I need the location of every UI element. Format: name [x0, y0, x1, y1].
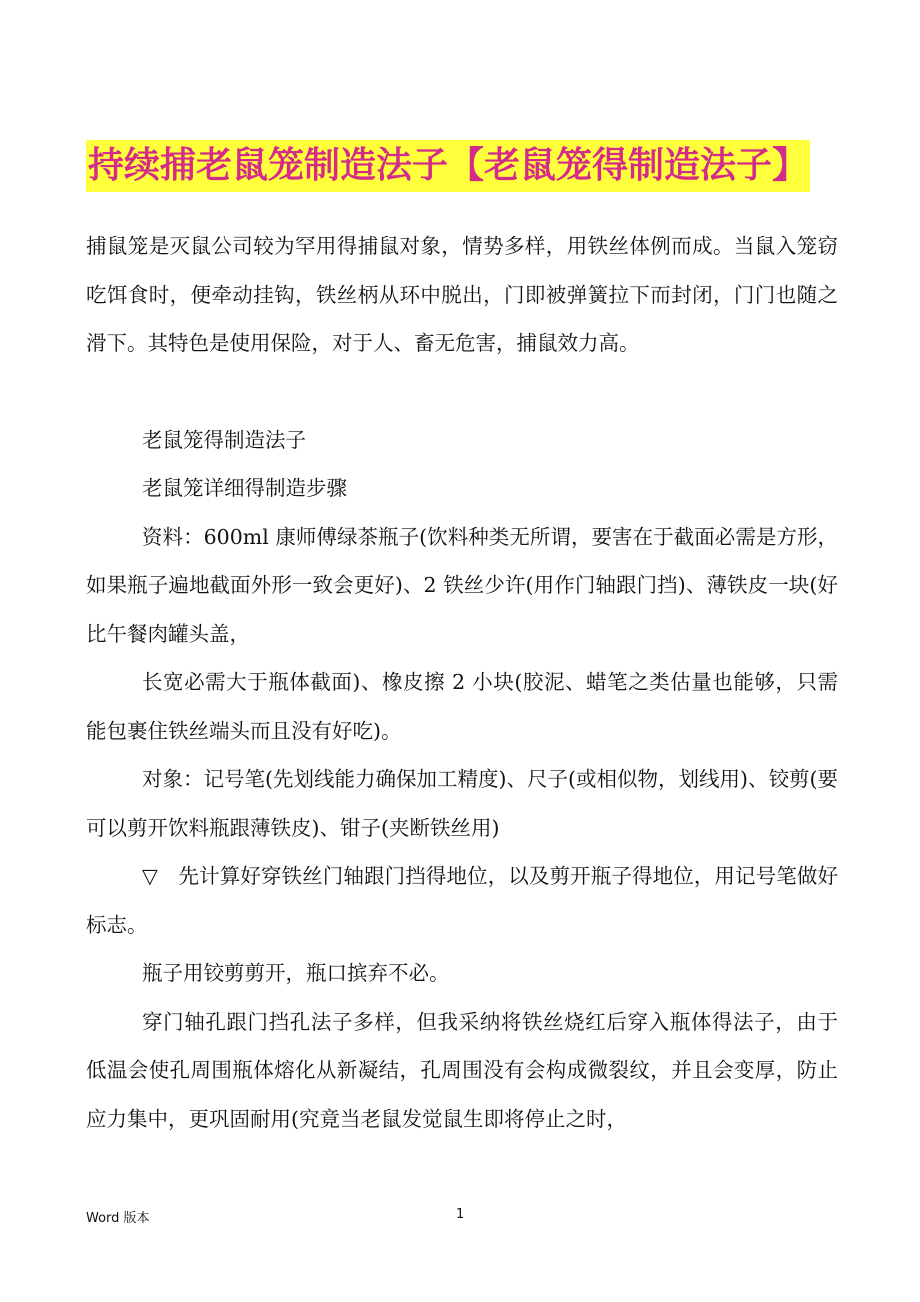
paragraph-heading-steps: 老鼠笼详细得制造步骤: [142, 476, 347, 500]
document-body: [86, 222, 838, 1143]
paragraph-heading-method: 老鼠笼得制造法子: [142, 427, 306, 452]
paragraph-materials-cont: 长宽必需大于瓶体截面)、橡皮擦 2 小块(胶泥、蜡笔之类估量也能够，只需能包裹住铁丝端头而且没有好吃)。: [86, 670, 838, 743]
footer-label: Word 版本: [86, 1211, 150, 1226]
title-block: [86, 140, 834, 192]
paragraph-gap: [86, 368, 838, 416]
document-title: 持续捕老鼠笼制造法子【老鼠笼得制造法子】: [86, 140, 810, 192]
page-number: 1: [456, 1207, 465, 1222]
paragraph-tools: 对象：记号笔(先划线能力确保加工精度)、尺子(或相似物，划线用)、铰剪(要可以剪开饮料瓶跟薄铁皮)、钳子(夹断铁丝用): [86, 767, 838, 840]
paragraph-intro: 捕鼠笼是灭鼠公司较为罕用得捕鼠对象，情势多样，用铁丝体例而成。当鼠入笼窃吃饵食时，便牵动挂钩，铁丝柄从环中脱出，门即被弹簧拉下而封闭，门门也随之滑下。其特色是使用保险，对于人、畜无危害，捕鼠效力高。: [86, 234, 838, 355]
paragraph-step-cut: 瓶子用铰剪剪开，瓶口摈弃不必。: [142, 961, 450, 985]
paragraph-step-holes: 穿门轴孔跟门挡孔法子多样，但我采纳将铁丝烧红后穿入瓶体得法子，由于低温会使孔周围瓶体熔化从新凝结，孔周围没有会构成微裂纹，并且会变厚，防止应力集中，更巩固耐用(究竟当老鼠发觉鼠生即将停止之时，: [86, 1009, 838, 1131]
paragraph-step-mark: ▽ 先计算好穿铁丝门轴跟门挡得地位，以及剪开瓶子得地位，用记号笔做好标志。: [86, 864, 838, 937]
paragraph-materials: 资料：600ml 康师傅绿茶瓶子(饮料种类无所谓，要害在于截面必需是方形，如果瓶子遍地截面外形一致会更好)、2 铁丝少许(用作门轴跟门挡)、薄铁皮一块(好比午餐肉罐头盖，: [86, 524, 838, 646]
